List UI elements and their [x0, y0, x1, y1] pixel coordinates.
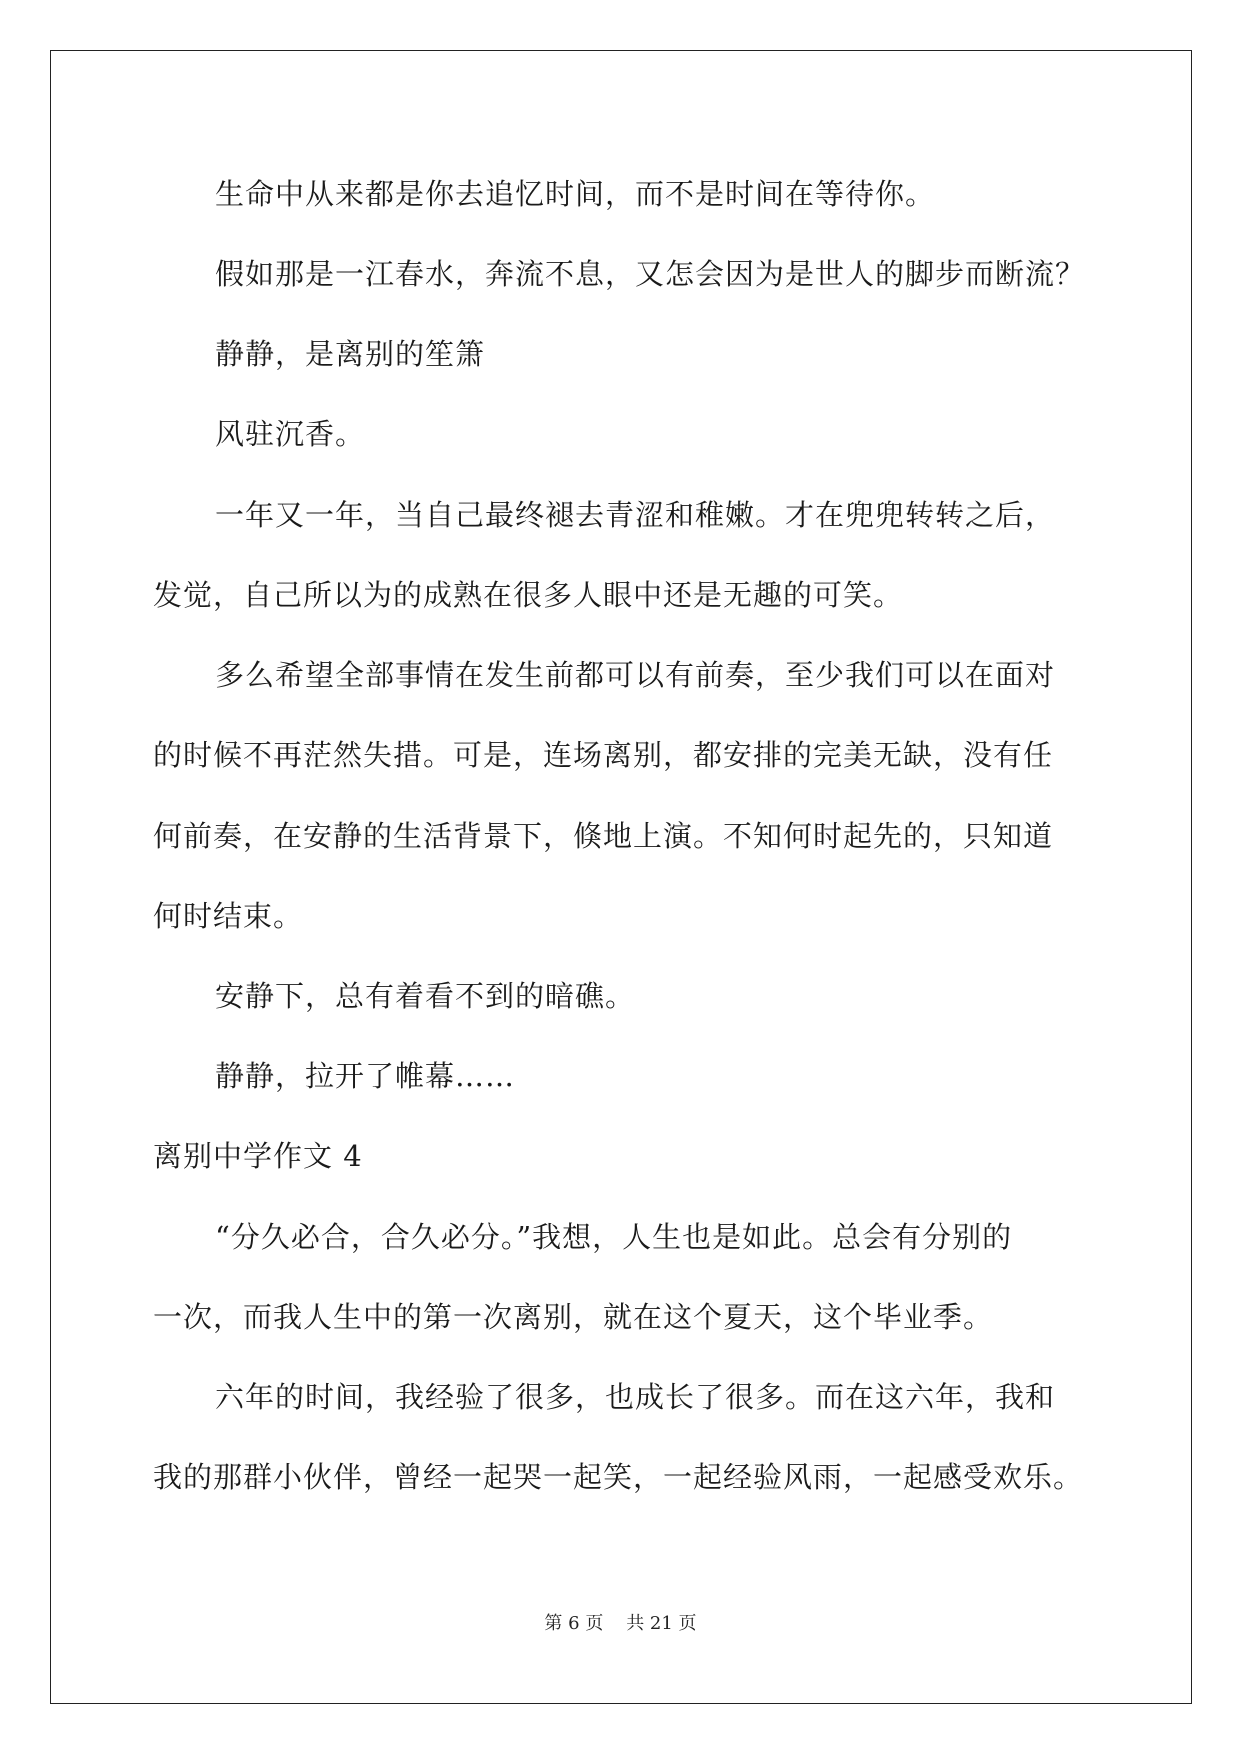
paragraph-line: 一次，而我人生中的第一次离别，就在这个夏天，这个毕业季。 [153, 1300, 994, 1334]
page-border [50, 50, 1192, 1704]
paragraph-line: 静静，是离别的笙箫 [215, 337, 486, 371]
paragraph-line: 我的那群小伙伴，曾经一起哭一起笑，一起经验风雨，一起感受欢乐。 [153, 1460, 1084, 1494]
paragraph-line: 何前奏，在安静的生活背景下，倏地上演。不知何时起先的，只知道 [153, 819, 1054, 853]
paragraph-line: “分久必合，合久必分。”我想，人生也是如此。总会有分别的 [215, 1220, 1013, 1254]
paragraph-line: 静静，拉开了帷幕…… [215, 1059, 516, 1093]
paragraph-line: 生命中从来都是你去追忆时间，而不是时间在等待你。 [215, 177, 936, 211]
paragraph-line: 假如那是一江春水，奔流不息，又怎会因为是世人的脚步而断流？ [215, 257, 1086, 291]
page-number: 第 6 页 共 21 页 [544, 1613, 697, 1634]
paragraph-line: 风驻沉香。 [215, 417, 366, 451]
paragraph-line: 多么希望全部事情在发生前都可以有前奏，至少我们可以在面对 [215, 658, 1056, 692]
paragraph-line: 一年又一年，当自己最终褪去青涩和稚嫩。才在兜兜转转之后， [215, 498, 1056, 532]
section-heading: 离别中学作文 4 [153, 1139, 363, 1173]
paragraph-line: 安静下，总有着看不到的暗礁。 [215, 979, 636, 1013]
paragraph-line: 的时候不再茫然失措。可是，连场离别，都安排的完美无缺，没有任 [153, 738, 1054, 772]
paragraph-line: 发觉，自己所以为的成熟在很多人眼中还是无趣的可笑。 [153, 578, 904, 612]
paragraph-line: 六年的时间，我经验了很多，也成长了很多。而在这六年，我和 [215, 1380, 1056, 1414]
paragraph-line: 何时结束。 [153, 899, 304, 933]
